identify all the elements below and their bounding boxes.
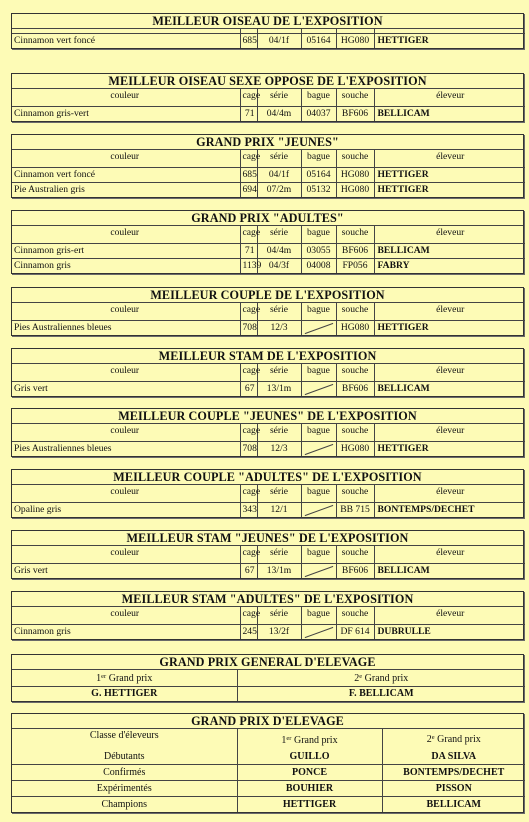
award-section bbox=[11, 530, 524, 579]
section-table bbox=[12, 89, 525, 121]
header-souche: souche bbox=[336, 150, 374, 167]
header-eleveur: éleveur bbox=[374, 89, 525, 106]
gp-elevage-second: BONTEMPS/DECHET bbox=[382, 765, 525, 781]
section-title: GRAND PRIX "ADULTES" bbox=[12, 211, 523, 226]
cell-cage: 343 bbox=[240, 502, 257, 517]
cell-serie: 12/1 bbox=[257, 502, 301, 517]
cell-cage: 685 bbox=[240, 167, 257, 182]
cell-cage: 1139 bbox=[240, 258, 257, 273]
section-table bbox=[12, 424, 525, 456]
cell-eleveur: BELLICAM bbox=[377, 564, 430, 576]
gp-general-block bbox=[11, 654, 524, 702]
header-cage: cage bbox=[240, 424, 257, 441]
award-section bbox=[11, 469, 524, 518]
gp-general-second-name: F. BELLICAM bbox=[348, 688, 414, 699]
header-souche: souche bbox=[336, 424, 374, 441]
section-title: MEILLEUR COUPLE DE L'EXPOSITION bbox=[12, 288, 523, 303]
cell-souche: HG080 bbox=[336, 320, 374, 335]
cell-bague: 05164 bbox=[301, 167, 336, 182]
cell-cage: 694 bbox=[240, 182, 257, 197]
header-cage: cage bbox=[240, 303, 257, 320]
header-souche: souche bbox=[336, 89, 374, 106]
gp-elevage-classe: Champions bbox=[12, 797, 237, 813]
cell-bague: 03055 bbox=[301, 243, 336, 258]
gp-elevage-second: BELLICAM bbox=[426, 799, 481, 810]
cell-couleur: Cinnamon gris-vert bbox=[12, 106, 240, 121]
cell-serie: 04/3f bbox=[257, 258, 301, 273]
header-souche: souche bbox=[336, 607, 374, 624]
cell-cage: 67 bbox=[240, 381, 257, 396]
cell-eleveur: HETTIGER bbox=[374, 167, 525, 182]
cell-couleur: Cinnamon gris bbox=[12, 624, 240, 639]
cell-bague bbox=[301, 441, 336, 456]
gp-elevage-first: HETTIGER bbox=[237, 797, 382, 813]
table-row bbox=[12, 381, 525, 396]
award-section bbox=[11, 591, 524, 640]
cell-cage: 67 bbox=[240, 563, 257, 578]
table-row bbox=[12, 797, 525, 813]
cell-eleveur: BELLICAM bbox=[374, 243, 525, 258]
cell-couleur: Pie Australien gris bbox=[12, 182, 240, 197]
header-cage: cage bbox=[240, 607, 257, 624]
cell-bague bbox=[301, 624, 336, 639]
cell-couleur: Opaline gris bbox=[12, 502, 240, 517]
header-serie: série bbox=[257, 607, 301, 624]
header-souche: souche bbox=[336, 485, 374, 502]
header-couleur: couleur bbox=[12, 546, 240, 563]
gp-elevage-table bbox=[12, 729, 525, 812]
gp-elevage-second-header: 2e Grand prix bbox=[426, 734, 481, 745]
gp-elevage-first-header: 1er Grand prix bbox=[237, 729, 382, 749]
header-bague: bague bbox=[301, 226, 336, 243]
section-table bbox=[12, 607, 525, 639]
cell-souche: BF606 bbox=[336, 106, 374, 121]
cell-souche: BF606 bbox=[336, 381, 374, 396]
section-title: MEILLEUR OISEAU SEXE OPPOSE DE L'EXPOSITION bbox=[12, 74, 523, 89]
section-title: MEILLEUR STAM "ADULTES" DE L'EXPOSITION bbox=[12, 592, 523, 607]
cell-eleveur: HETTIGER bbox=[377, 442, 429, 454]
table-row bbox=[12, 320, 525, 335]
gp-general-first-header: 1er Grand prix bbox=[12, 670, 237, 687]
cell-couleur: Pies Australiennes bleues bbox=[12, 441, 240, 456]
cell-eleveur: BELLICAM bbox=[377, 382, 430, 394]
gp-general-table bbox=[12, 670, 525, 701]
cell-couleur: Gris vert bbox=[12, 381, 240, 396]
section-title: MEILLEUR COUPLE "ADULTES" DE L'EXPOSITION bbox=[12, 470, 523, 485]
header-cage: cage bbox=[240, 485, 257, 502]
header-serie: série bbox=[257, 364, 301, 381]
section-title: MEILLEUR COUPLE "JEUNES" DE L'EXPOSITION bbox=[12, 409, 523, 424]
cell-serie: 07/2m bbox=[257, 182, 301, 197]
table-row bbox=[12, 167, 525, 182]
header-souche: souche bbox=[336, 364, 374, 381]
gp-elevage-first: BOUHIER bbox=[237, 781, 382, 797]
header-cage: cage bbox=[240, 546, 257, 563]
table-row bbox=[12, 502, 525, 517]
header-serie: série bbox=[257, 424, 301, 441]
section-table bbox=[12, 303, 525, 335]
header-eleveur: éleveur bbox=[374, 364, 525, 381]
table-row bbox=[12, 624, 525, 639]
cell-souche: BF606 bbox=[336, 243, 374, 258]
gp-general-second-header: 2e Grand prix bbox=[237, 670, 525, 687]
header-row bbox=[12, 89, 525, 106]
header-row bbox=[12, 150, 525, 167]
section-table bbox=[12, 546, 525, 578]
header-row bbox=[12, 303, 525, 320]
header-bague: bague bbox=[301, 424, 336, 441]
header-bague: bague bbox=[301, 150, 336, 167]
table-row bbox=[12, 33, 525, 48]
gp-general-first-name: G. HETTIGER bbox=[12, 687, 237, 702]
header-serie: série bbox=[257, 303, 301, 320]
table-row bbox=[12, 258, 525, 273]
cell-souche: BB 715 bbox=[336, 502, 374, 517]
header-bague: bague bbox=[301, 485, 336, 502]
header-couleur: couleur bbox=[12, 89, 240, 106]
cell-souche: HG080 bbox=[336, 33, 374, 48]
section-title: MEILLEUR STAM DE L'EXPOSITION bbox=[12, 349, 523, 364]
cell-serie: 04/1f bbox=[257, 33, 301, 48]
header-serie: série bbox=[257, 150, 301, 167]
cell-bague bbox=[301, 502, 336, 517]
cell-serie: 12/3 bbox=[257, 320, 301, 335]
header-row bbox=[12, 226, 525, 243]
cell-eleveur: HETTIGER bbox=[377, 183, 429, 195]
table-row bbox=[12, 243, 525, 258]
cell-serie: 04/4m bbox=[257, 106, 301, 121]
header-bague: bague bbox=[301, 607, 336, 624]
cell-eleveur: BELLICAM bbox=[377, 107, 430, 119]
header-eleveur: éleveur bbox=[374, 424, 525, 441]
table-row bbox=[12, 781, 525, 797]
gp-elevage-title: GRAND PRIX D'ELEVAGE bbox=[12, 714, 523, 729]
cell-eleveur: DUBRULLE bbox=[377, 625, 431, 637]
header-serie: série bbox=[257, 546, 301, 563]
table-row bbox=[12, 182, 525, 197]
header-eleveur: éleveur bbox=[374, 546, 525, 563]
header-bague: bague bbox=[301, 303, 336, 320]
award-section bbox=[11, 348, 524, 397]
header-couleur: couleur bbox=[12, 150, 240, 167]
header-eleveur: éleveur bbox=[374, 150, 525, 167]
cell-serie: 04/4m bbox=[257, 243, 301, 258]
header-eleveur: éleveur bbox=[374, 485, 525, 502]
award-section bbox=[11, 13, 524, 49]
cell-bague: 04008 bbox=[301, 258, 336, 273]
table-row bbox=[12, 563, 525, 578]
cell-souche: HG080 bbox=[336, 441, 374, 456]
cell-cage: 708 bbox=[240, 441, 257, 456]
gp-elevage-second: DA SILVA bbox=[382, 749, 525, 765]
header-couleur: couleur bbox=[12, 607, 240, 624]
gp-elevage-first: GUILLO bbox=[237, 749, 382, 765]
gp-elevage-block bbox=[11, 713, 524, 813]
section-table bbox=[12, 485, 525, 517]
cell-couleur: Cinnamon vert foncé bbox=[12, 33, 240, 48]
award-section bbox=[11, 287, 524, 336]
award-section bbox=[11, 408, 524, 457]
header-serie: série bbox=[257, 226, 301, 243]
header-serie: série bbox=[257, 89, 301, 106]
section-table bbox=[12, 226, 525, 273]
header-bague: bague bbox=[301, 89, 336, 106]
table-row bbox=[12, 106, 525, 121]
section-table bbox=[12, 29, 525, 48]
header-bague: bague bbox=[301, 364, 336, 381]
header-cage: cage bbox=[240, 226, 257, 243]
cell-bague bbox=[301, 320, 336, 335]
cell-cage: 685 bbox=[240, 33, 257, 48]
award-section bbox=[11, 73, 524, 122]
cell-bague: 05164 bbox=[301, 33, 336, 48]
cell-eleveur: BONTEMPS/DECHET bbox=[377, 503, 475, 515]
cell-bague bbox=[301, 563, 336, 578]
header-eleveur: éleveur bbox=[374, 607, 525, 624]
cell-souche: BF606 bbox=[336, 563, 374, 578]
cell-bague bbox=[301, 381, 336, 396]
cell-serie: 04/1f bbox=[257, 167, 301, 182]
cell-eleveur: FABRY bbox=[377, 259, 410, 271]
cell-eleveur: HETTIGER bbox=[377, 34, 429, 46]
header-row bbox=[12, 546, 525, 563]
cell-serie: 12/3 bbox=[257, 441, 301, 456]
header-couleur: couleur bbox=[12, 226, 240, 243]
cell-serie: 13/2f bbox=[257, 624, 301, 639]
table-row bbox=[12, 765, 525, 781]
table-row bbox=[12, 441, 525, 456]
gp-elevage-first: PONCE bbox=[237, 765, 382, 781]
cell-couleur: Cinnamon gris bbox=[12, 258, 240, 273]
cell-couleur: Pies Australiennes bleues bbox=[12, 320, 240, 335]
gp-elevage-class-header: Classe d'éleveurs bbox=[12, 729, 237, 749]
header-row bbox=[12, 485, 525, 502]
header-eleveur: éleveur bbox=[374, 303, 525, 320]
header-row bbox=[12, 364, 525, 381]
cell-serie: 13/1m bbox=[257, 381, 301, 396]
table-row bbox=[12, 749, 525, 765]
gp-elevage-classe: Confirmés bbox=[12, 765, 237, 781]
header-couleur: couleur bbox=[12, 303, 240, 320]
section-table bbox=[12, 150, 525, 197]
cell-souche: DF 614 bbox=[336, 624, 374, 639]
section-title: MEILLEUR OISEAU DE L'EXPOSITION bbox=[12, 14, 523, 29]
cell-cage: 71 bbox=[240, 243, 257, 258]
cell-souche: HG080 bbox=[336, 182, 374, 197]
cell-couleur: Cinnamon gris-ert bbox=[12, 243, 240, 258]
header-eleveur: éleveur bbox=[374, 226, 525, 243]
section-title: GRAND PRIX "JEUNES" bbox=[12, 135, 523, 150]
cell-cage: 71 bbox=[240, 106, 257, 121]
award-section bbox=[11, 134, 524, 198]
gp-elevage-classe: Débutants bbox=[12, 749, 237, 765]
cell-couleur: Cinnamon vert foncé bbox=[12, 167, 240, 182]
cell-bague: 04037 bbox=[301, 106, 336, 121]
header-cage: cage bbox=[240, 89, 257, 106]
header-cage: cage bbox=[240, 150, 257, 167]
gp-elevage-second: PISSON bbox=[382, 781, 525, 797]
header-souche: souche bbox=[336, 303, 374, 320]
header-cage: cage bbox=[240, 364, 257, 381]
cell-cage: 245 bbox=[240, 624, 257, 639]
section-table bbox=[12, 364, 525, 396]
header-couleur: couleur bbox=[12, 424, 240, 441]
header-souche: souche bbox=[336, 226, 374, 243]
header-bague: bague bbox=[301, 546, 336, 563]
cell-serie: 13/1m bbox=[257, 563, 301, 578]
gp-elevage-classe: Expérimentés bbox=[12, 781, 237, 797]
cell-souche: FP056 bbox=[336, 258, 374, 273]
gp-general-title: GRAND PRIX GENERAL D'ELEVAGE bbox=[12, 655, 523, 670]
cell-eleveur: HETTIGER bbox=[377, 321, 429, 333]
header-serie: série bbox=[257, 485, 301, 502]
award-section bbox=[11, 210, 524, 274]
section-title: MEILLEUR STAM "JEUNES" DE L'EXPOSITION bbox=[12, 531, 523, 546]
header-row bbox=[12, 607, 525, 624]
header-row bbox=[12, 424, 525, 441]
header-couleur: couleur bbox=[12, 364, 240, 381]
header-couleur: couleur bbox=[12, 485, 240, 502]
cell-cage: 708 bbox=[240, 320, 257, 335]
cell-couleur: Gris vert bbox=[12, 563, 240, 578]
cell-bague: 05132 bbox=[301, 182, 336, 197]
header-souche: souche bbox=[336, 546, 374, 563]
cell-souche: HG080 bbox=[336, 167, 374, 182]
